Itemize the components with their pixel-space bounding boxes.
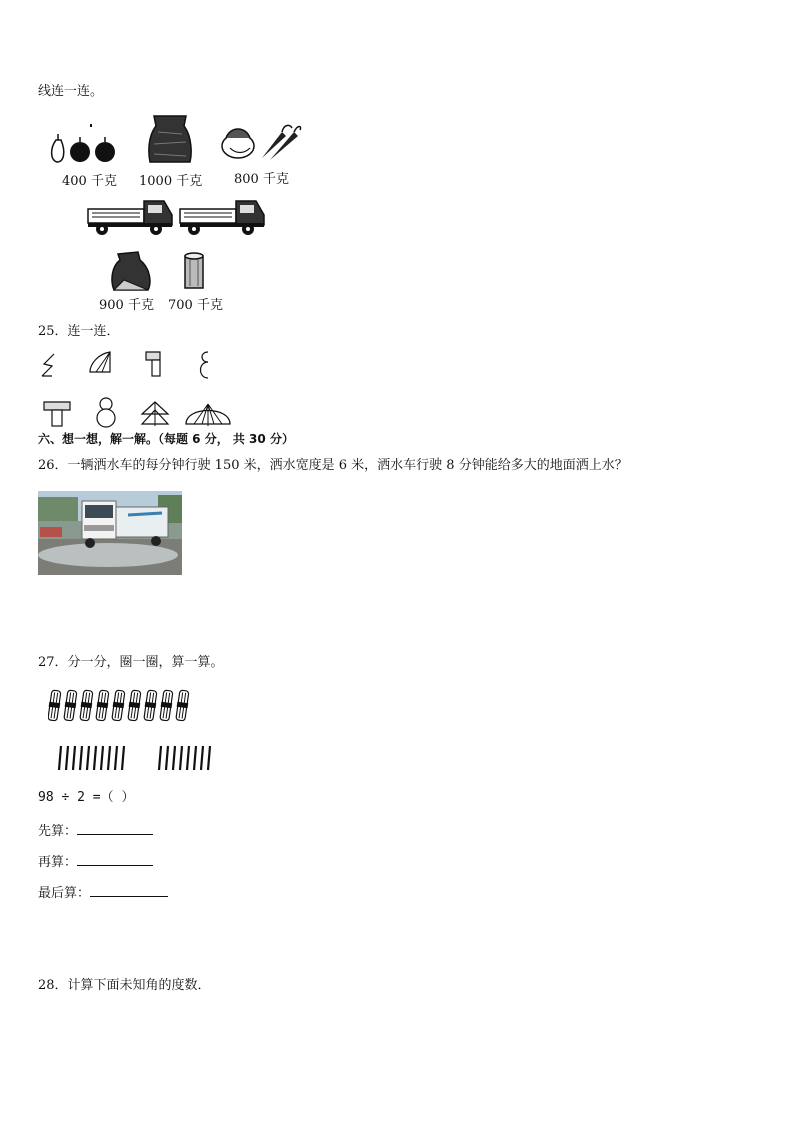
section6-heading: 六、想一想，解一解。（每题 6 分， 共 30 分） (38, 432, 294, 446)
step3-answer-blank[interactable] (90, 884, 168, 897)
half-snowman-icon (196, 350, 210, 380)
stick (80, 746, 82, 770)
q24-instruction: 线连一连。 (38, 84, 104, 99)
stick (122, 746, 124, 770)
q27-step3 (38, 884, 168, 902)
stick (187, 746, 189, 770)
vegetables-icon (220, 122, 302, 162)
step3-label: 最后算： (38, 886, 91, 901)
mushroom-icon (42, 398, 72, 428)
half-lightning-icon (40, 352, 58, 378)
tree-icon (140, 400, 170, 428)
half-umbrella-icon (88, 350, 114, 376)
small-sack-icon (108, 250, 152, 292)
cargo-label-1: 900 千克 (99, 298, 154, 313)
cargo-label-2: 700 千克 (168, 298, 223, 313)
sticks-group-1-icon (56, 744, 136, 772)
sticks-group-2-icon (156, 744, 220, 772)
stick (101, 746, 103, 770)
stick-bundle (79, 690, 94, 721)
q25-title: 25．连一连． (38, 324, 120, 339)
goods-label-3: 800 千克 (234, 172, 289, 187)
step1-answer-blank[interactable] (77, 822, 153, 835)
step2-label: 再算： (38, 855, 78, 870)
truck-icon (86, 195, 176, 237)
stick (94, 746, 96, 770)
fruit-icon (48, 118, 120, 164)
q27-title: 27．分一分，圈一圈，算一算。 (38, 655, 224, 670)
stick-bundle (111, 690, 126, 721)
q27-step1 (38, 822, 153, 840)
stick (166, 746, 168, 770)
stick (87, 746, 89, 770)
stick-bundle (63, 690, 78, 721)
stick (73, 746, 75, 770)
goods-label-1: 400 千克 (62, 174, 117, 189)
goods-label-2: 1000 千克 (139, 174, 203, 189)
stick (201, 746, 203, 770)
umbrella-icon (184, 400, 232, 428)
stick-bundle (143, 690, 158, 721)
stick (115, 746, 117, 770)
stick (180, 746, 182, 770)
step2-answer-blank[interactable] (77, 853, 153, 866)
truck-icon (178, 195, 268, 237)
stick-bundle (48, 690, 62, 721)
stick-bundle (175, 690, 190, 721)
stick (159, 746, 161, 770)
barrel-icon (182, 252, 206, 292)
stick (173, 746, 175, 770)
half-mushroom-icon (142, 350, 162, 378)
snowman-icon (94, 396, 118, 428)
stick-bundle (159, 690, 174, 721)
grain-sack-icon (146, 112, 194, 164)
q27-step2 (38, 853, 153, 871)
q26-text: 26．一辆洒水车的每分钟行驶 150 米，洒水宽度是 6 米，洒水车行驶 8 分钟能给多大的地面洒上水？ (38, 458, 628, 473)
q28-title: 28．计算下面未知角的度数． (38, 978, 211, 993)
water-truck-photo (38, 491, 182, 575)
stick (194, 746, 196, 770)
stick-bundles-icon (48, 688, 198, 726)
step1-label: 先算： (38, 824, 78, 839)
q27-equation: 98 ÷ 2 =（ ） (38, 790, 135, 805)
stick-bundle (95, 690, 110, 721)
stick (66, 746, 68, 770)
stick (59, 746, 61, 770)
stick (208, 746, 210, 770)
stick-bundle (127, 690, 142, 721)
stick (108, 746, 110, 770)
